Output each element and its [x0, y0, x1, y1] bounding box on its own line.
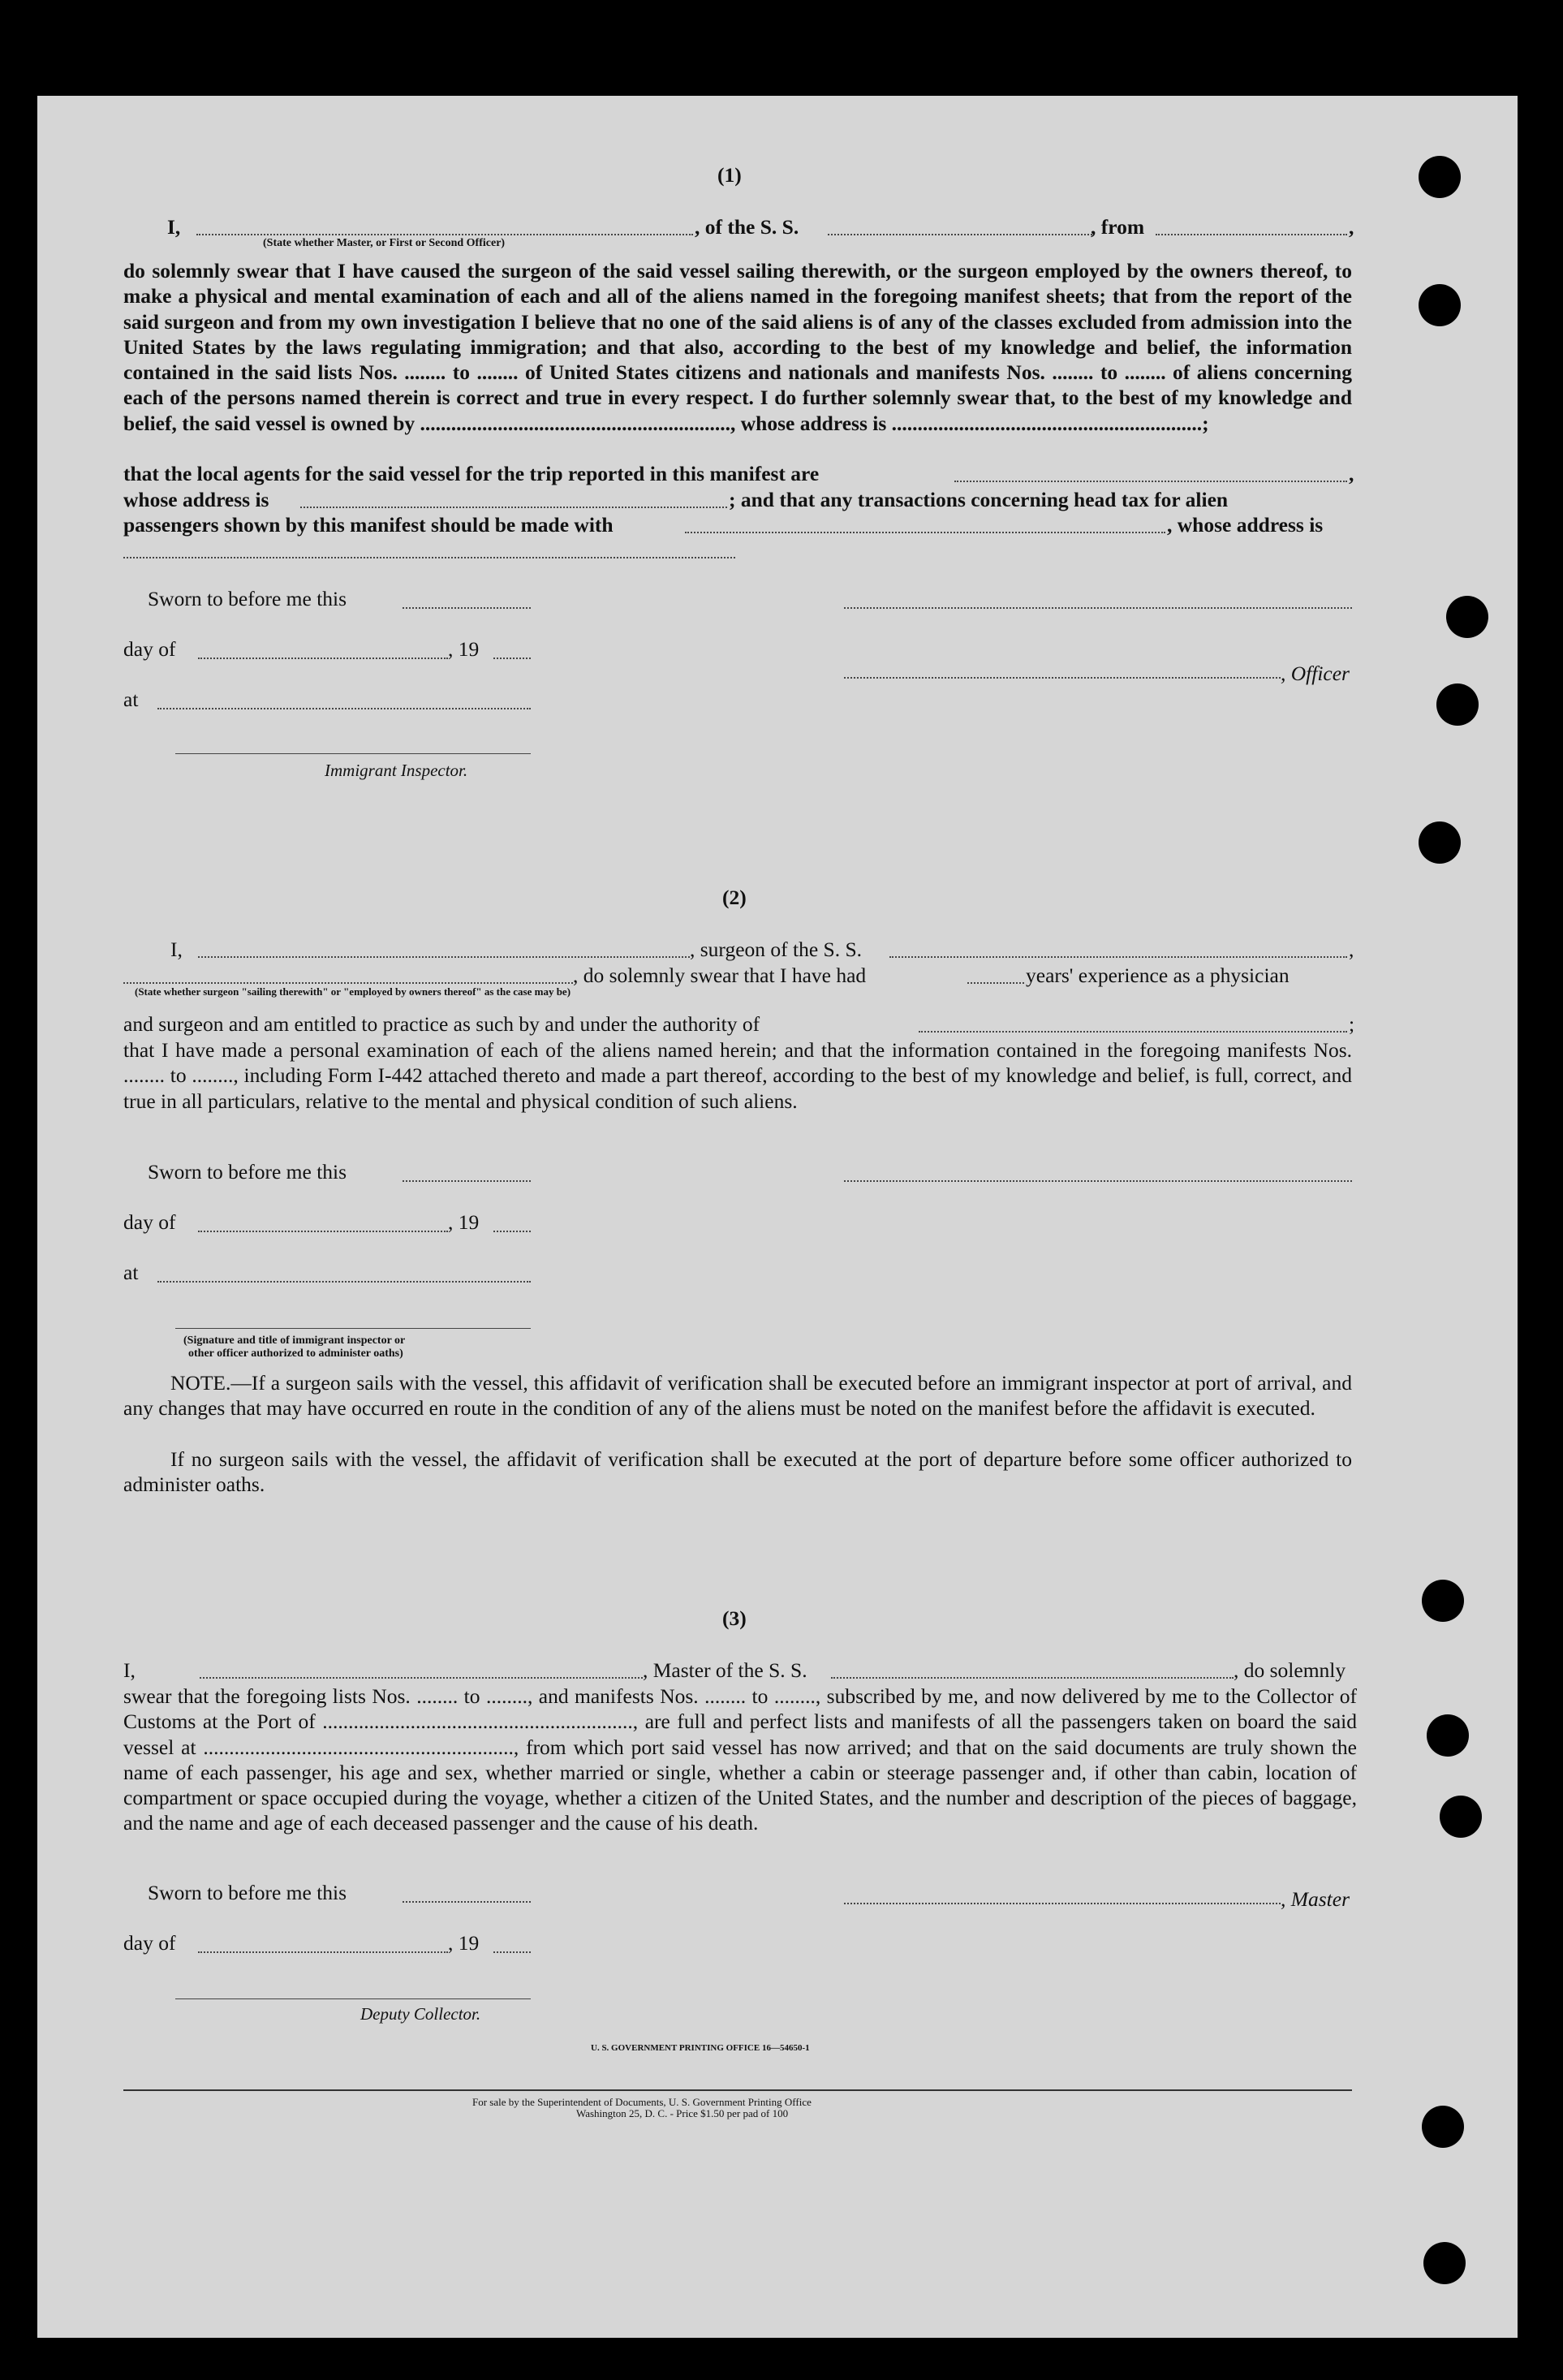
comma: ,: [1349, 938, 1354, 961]
sworn-label: Sworn to before me this: [148, 587, 347, 610]
of-ss-label: , of the S. S.: [695, 215, 799, 239]
surgeon-i-label: I,: [170, 938, 183, 961]
signature-note-line-1: (Signature and title of immigrant inspector or: [183, 1334, 406, 1347]
at-place-field[interactable]: [157, 708, 531, 709]
day-of-label: day of: [123, 637, 176, 661]
solemnly-text: , do solemnly: [1234, 1658, 1346, 1682]
binder-hole: [1440, 1796, 1482, 1838]
master-title: , Master: [1281, 1887, 1350, 1911]
experience-text: years' experience as a physician: [1026, 964, 1290, 987]
surgeon-signature-line[interactable]: [844, 1180, 1352, 1182]
officer-title: , Officer: [1281, 662, 1350, 685]
officer-signature-line-1[interactable]: [844, 607, 1352, 609]
year-field[interactable]: [493, 1231, 531, 1232]
authority-field[interactable]: [919, 1031, 1347, 1033]
year-label: , 19: [448, 637, 480, 661]
head-tax-text: ; and that any transactions concerning head tax for alien: [729, 488, 1229, 511]
sworn-date-field[interactable]: [403, 1180, 531, 1182]
sworn-date-field[interactable]: [403, 1901, 531, 1903]
signature-note-line-2: other officer authorized to administer oaths): [188, 1347, 403, 1360]
agents-address-label: whose address is: [123, 488, 269, 511]
binder-hole: [1422, 2106, 1464, 2148]
binder-hole: [1446, 596, 1488, 638]
head-tax-contact-field[interactable]: [685, 532, 1165, 533]
inspector-signature-line[interactable]: [175, 753, 531, 754]
section-3-heading: (3): [722, 1606, 747, 1630]
at-label: at: [123, 1261, 139, 1284]
master-arrival-oath-text: swear that the foregoing lists Nos. ........ to ........, and manifests Nos. ........ to ........, subscribed by me, and now delivered by me to the Collector of Customs at the Port of ............................................................, are full and perfect lists and manifests of all the passengers taken on board the said vessel at ............................................................, from which port said vessel has now arrived; and that on the said documents are truly shown the name of each passenger, his age and sex, whether married or single, whether a cabin or steerage passenger and, if other than cabin, location of compartment or space occupied during the voyage, whether a citizen of the United States, and the number and description of the pieces of baggage, and the name and age of each deceased passenger and the cause of his death.: [123, 1684, 1357, 1835]
binder-hole: [1419, 821, 1461, 864]
agents-address-field[interactable]: [300, 507, 727, 508]
year-field[interactable]: [493, 658, 531, 659]
solemnly-swear-text: , do solemnly swear that I have had: [573, 964, 867, 987]
year-field[interactable]: [493, 1951, 531, 1953]
footer-rule: [123, 2089, 1352, 2091]
year-label: , 19: [448, 1210, 480, 1234]
from-port-field[interactable]: [1156, 234, 1347, 235]
master-oath-text: do solemnly swear that I have caused the surgeon of the said vessel sailing therewith, or the surgeon employed by the owners thereof, to make a physical and mental examination of each and all of the aliens named in the foregoing manifest sheets; that from the report of the said surgeon and from my own investigation I believe that no one of the said aliens is of any of the classes excluded from admission into the United States by the laws regulating immigration; and that also, according to the best of my knowledge and belief, the information contained in the said lists Nos. ........ to ........ of United States citizens and nationals and manifests Nos. ........ to ........ of aliens concerning each of the persons named therein is correct and true in every respect. I do further solemnly swear that, to the best of my knowledge and belief, the said vessel is owned by ............................................................, whose address is ............................................................;: [123, 259, 1352, 435]
surgeon-oath-text: that I have made a personal examination of each of the aliens named herein; and that the information contained in the foregoing manifests Nos. ........ to ........, including Form I-442 attached thereto and made a part thereof, according to the best of my knowledge and belief, is full, correct, and true in all particulars, relative to the mental and physical condition of such aliens.: [123, 1038, 1352, 1113]
years-experience-field[interactable]: [967, 982, 1024, 984]
surgeon-vessel-field[interactable]: [889, 956, 1347, 958]
officer-i-label: I,: [167, 215, 181, 239]
master-name-field[interactable]: [200, 1677, 643, 1679]
master-signature-line[interactable]: [844, 1903, 1281, 1904]
surgeon-name-field[interactable]: [198, 956, 690, 958]
day-of-label: day of: [123, 1931, 176, 1955]
master-vessel-field[interactable]: [831, 1677, 1234, 1679]
passengers-text: passengers shown by this manifest should be made with: [123, 513, 614, 537]
binder-hole: [1427, 1714, 1469, 1757]
binder-hole: [1436, 683, 1479, 726]
day-of-month-field[interactable]: [198, 658, 448, 659]
at-label: at: [123, 688, 139, 711]
sworn-label: Sworn to before me this: [148, 1160, 347, 1184]
day-of-month-field[interactable]: [198, 1231, 448, 1232]
from-label: , from: [1091, 215, 1145, 239]
whose-address-is-label: , whose address is: [1167, 513, 1324, 537]
comma: ,: [1349, 215, 1354, 239]
comma: ,: [1349, 462, 1354, 485]
master-i-label: I,: [123, 1658, 136, 1682]
head-tax-address-field[interactable]: [123, 557, 735, 558]
gpo-imprint: U. S. GOVERNMENT PRINTING OFFICE 16—54650-1: [591, 2043, 810, 2053]
section-2-heading: (2): [722, 886, 747, 909]
local-agents-label: that the local agents for the said vessel for the trip reported in this manifest are: [123, 462, 820, 485]
inspector-signature-line[interactable]: [175, 1328, 531, 1329]
officer-rank-note: (State whether Master, or First or Second Officer): [263, 237, 506, 249]
sworn-date-field[interactable]: [403, 607, 531, 609]
deputy-collector-title: Deputy Collector.: [360, 2004, 481, 2024]
collector-signature-line[interactable]: [175, 1998, 531, 1999]
section-1-heading: (1): [717, 163, 742, 187]
binder-hole: [1419, 156, 1461, 198]
no-surgeon-paragraph: If no surgeon sails with the vessel, the affidavit of verification shall be executed at the port of departure before some officer authorized to administer oaths.: [123, 1447, 1352, 1497]
surgeon-status-note: (State whether surgeon "sailing therewith" or "employed by owners thereof" as the case may be): [135, 985, 571, 998]
master-of-ss-label: , Master of the S. S.: [643, 1658, 807, 1682]
vessel-name-field[interactable]: [828, 234, 1092, 235]
binder-hole: [1423, 2242, 1466, 2284]
day-of-month-field[interactable]: [198, 1951, 448, 1953]
sworn-label: Sworn to before me this: [148, 1881, 347, 1904]
surgeon-status-field[interactable]: [123, 982, 573, 984]
binder-hole: [1422, 1580, 1464, 1622]
authority-text: and surgeon and am entitled to practice as such by and under the authority of: [123, 1012, 760, 1036]
officer-name-field[interactable]: [196, 234, 693, 235]
immigrant-inspector-title: Immigrant Inspector.: [325, 761, 468, 780]
binder-hole: [1419, 284, 1461, 326]
surgeon-of-ss-label: , surgeon of the S. S.: [690, 938, 863, 961]
sale-notice-line-2: Washington 25, D. C. - Price $1.50 per pad of 100: [576, 2107, 789, 2119]
day-of-label: day of: [123, 1210, 176, 1234]
local-agents-field[interactable]: [954, 481, 1347, 482]
officer-signature-line-2[interactable]: [844, 677, 1281, 679]
at-place-field[interactable]: [157, 1281, 531, 1283]
sale-notice-line-1: For sale by the Superintendent of Documents, U. S. Government Printing Office: [472, 2096, 812, 2108]
semicolon: ;: [1349, 1012, 1355, 1036]
year-label: , 19: [448, 1931, 480, 1955]
note-paragraph: NOTE.—If a surgeon sails with the vessel, this affidavit of verification shall be executed before an immigrant inspector at port of arrival, and any changes that may have occurred en route in the condition of any of the aliens must be noted on the manifest before the affidavit is executed.: [123, 1371, 1352, 1421]
